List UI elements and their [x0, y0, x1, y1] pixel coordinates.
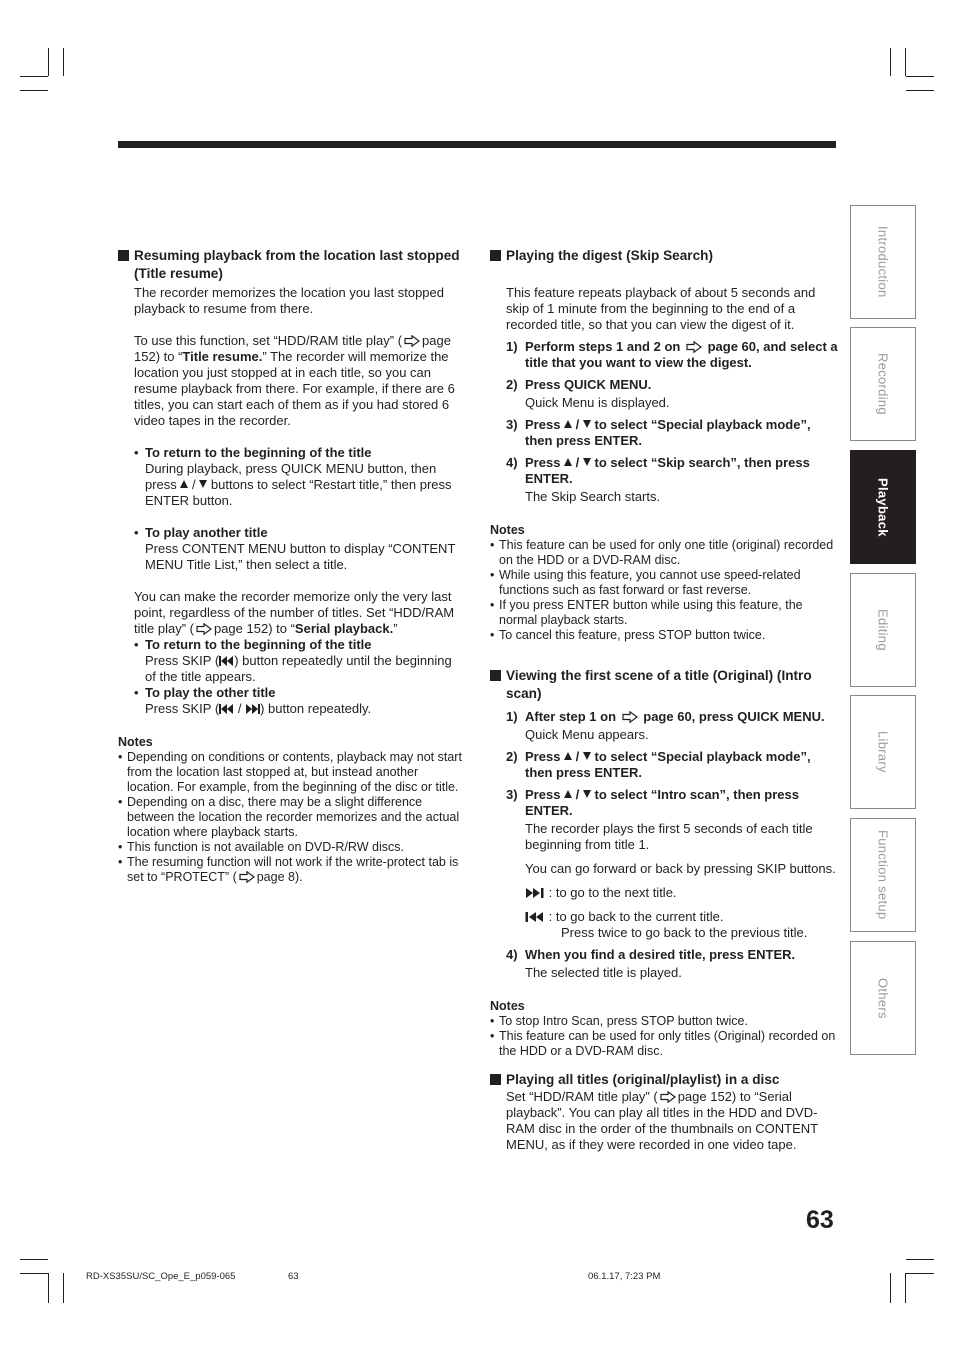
section-heading-title-resume: Resuming playback from the location last stopped (Title resume): [118, 247, 464, 283]
notes-title: Notes: [490, 999, 525, 1013]
up-arrow-icon: [564, 420, 572, 428]
skip-forward-icon: [245, 704, 260, 714]
list-item: • To return to the beginning of the title Press SKIP ( ) button repeatedly until the beginning of the title appears.: [134, 637, 452, 684]
crop-mark: [48, 48, 49, 76]
paragraph: Set “HDD/RAM title play” ( page 152) to “Serial playback”. You can play all titles in the HDD and DVD-RAM disc in the order of the thumbnails on CONTENT MENU, as if they were recorded in one video tape.: [506, 1089, 818, 1152]
header-rule: [118, 141, 836, 148]
square-bullet-icon: [490, 670, 501, 681]
left-column: [118, 247, 464, 885]
paragraph: The recorder memorizes the location you last stopped playback to resume from there.: [134, 285, 444, 316]
note-item: • This feature can be used for only titles (Original) recorded on the HDD or a DVD-RAM disc.: [490, 1029, 836, 1058]
down-arrow-icon: [199, 480, 207, 488]
list-item: • To return to the beginning of the title During playback, press QUICK MENU button, then press / buttons to select “Restart title,” then press ENTER button.: [134, 445, 452, 508]
paragraph: This feature repeats playback of about 5 seconds and skip of 1 minute from the beginning to the end of a recorded title, so that you can view the digest of it.: [506, 285, 816, 332]
tab-library[interactable]: Library: [850, 695, 916, 809]
paragraph: You can make the recorder memorize only the very last point, regardless of the number of titles. Set “HDD/RAM title play” ( page 152) to “Serial playback.”: [134, 589, 455, 636]
skip-back-icon: [525, 912, 545, 922]
step-item: 2) Press / to select “Special playback mode”, then press ENTER.: [506, 749, 811, 780]
note-item: • If you press ENTER button while using this feature, the normal playback starts.: [490, 598, 803, 627]
notes-title: Notes: [490, 523, 525, 537]
note-item: • This feature can be used for only one title (original) recorded on the HDD or a DVD-RAM disc.: [490, 538, 834, 567]
skip-back-icon: [219, 704, 234, 714]
tab-playback[interactable]: Playback: [850, 450, 916, 564]
down-arrow-icon: [583, 790, 591, 798]
crop-mark: [906, 90, 934, 91]
step-item: 1) Perform steps 1 and 2 on page 60, and select a title that you want to view the digest.: [506, 339, 838, 370]
crop-mark: [906, 1273, 934, 1274]
crop-mark: [906, 1259, 934, 1260]
tab-recording[interactable]: Recording: [850, 327, 916, 441]
note-item: • Depending on conditions or contents, playback may not start from the location last stopped at, but instead another location. For example, from the beginning of the disc or title.: [118, 750, 462, 794]
crop-mark: [905, 48, 906, 76]
up-arrow-icon: [564, 458, 572, 466]
crop-mark: [20, 76, 48, 77]
down-arrow-icon: [583, 752, 591, 760]
crop-mark: [20, 1273, 48, 1274]
step-item: 4) Press / to select “Skip search”, then press ENTER. The Skip Search starts.: [506, 455, 810, 504]
tab-editing[interactable]: Editing: [850, 573, 916, 687]
square-bullet-icon: [490, 250, 501, 261]
note-item: • While using this feature, you cannot use speed-related functions such as fast forward or fast reverse.: [490, 568, 801, 597]
page-reference-icon: [239, 871, 255, 883]
section-heading-all-titles: Playing all titles (original/playlist) in a disc: [490, 1071, 840, 1089]
section-heading-skip-search: Playing the digest (Skip Search): [490, 247, 840, 265]
up-arrow-icon: [564, 752, 572, 760]
page-reference-icon: [196, 623, 212, 635]
paragraph: To use this function, set “HDD/RAM title play” ( page 152) to “Title resume.” The recorder will memorize the location you just stopped at in each title, so you can resume playback from there. For example, if there are 6 titles, you can start each of them as if you had stored 6 video tapes in the recorder.: [134, 333, 455, 428]
tab-others[interactable]: Others: [850, 941, 916, 1055]
step-item: 1) After step 1 on page 60, press QUICK MENU. Quick Menu appears.: [506, 709, 825, 742]
down-arrow-icon: [583, 458, 591, 466]
page-reference-icon: [686, 341, 702, 353]
step-item: 3) Press / to select “Intro scan”, then press ENTER. The recorder plays the first 5 seconds of each title beginning from title 1. You can go forward or back by pressing SKIP buttons. : to go to the next title. : to go back to the current title. Press twice to go back to the previous title.: [506, 787, 836, 940]
page-reference-icon: [660, 1091, 676, 1103]
up-arrow-icon: [180, 480, 188, 488]
step-item: 4) When you find a desired title, press ENTER. The selected title is played.: [506, 947, 796, 980]
skip-forward-icon: [525, 888, 545, 898]
tab-function-setup[interactable]: Function setup: [850, 818, 916, 932]
footer-page: 63: [288, 1271, 299, 1282]
footer-file: RD-XS35SU/SC_Ope_E_p059-065: [86, 1271, 236, 1282]
list-item: • To play another title Press CONTENT MENU button to display “CONTENT MENU Title List,” then select a title.: [134, 525, 456, 572]
crop-mark: [48, 1273, 49, 1303]
right-column: [490, 247, 840, 1153]
square-bullet-icon: [490, 1074, 501, 1085]
tab-introduction[interactable]: Introduction: [850, 205, 916, 319]
crop-mark: [20, 90, 48, 91]
note-item: • The resuming function will not work if the write-protect tab is set to “PROTECT” ( page 8).: [118, 855, 459, 884]
page-reference-icon: [622, 711, 638, 723]
up-arrow-icon: [564, 790, 572, 798]
down-arrow-icon: [583, 420, 591, 428]
crop-mark: [906, 76, 934, 77]
page-number: 63: [806, 1206, 834, 1234]
note-item: • Depending on a disc, there may be a slight difference between the location the recorder memorizes and the actual location where playback starts.: [118, 795, 460, 839]
crop-mark: [63, 48, 64, 76]
step-item: 3) Press / to select “Special playback mode”, then press ENTER.: [506, 417, 811, 448]
square-bullet-icon: [118, 250, 129, 261]
note-item: • To cancel this feature, press STOP button twice.: [490, 628, 766, 642]
skip-back-icon: [219, 656, 234, 666]
note-item: • To stop Intro Scan, press STOP button twice.: [490, 1014, 748, 1028]
crop-mark: [890, 48, 891, 76]
footer-date: 06.1.17, 7:23 PM: [588, 1271, 661, 1282]
note-item: • This function is not available on DVD-R/RW discs.: [118, 840, 404, 854]
crop-mark: [63, 1273, 64, 1303]
section-heading-intro-scan: Viewing the first scene of a title (Original) (Intro scan): [490, 667, 840, 703]
crop-mark: [890, 1273, 891, 1303]
notes-title: Notes: [118, 735, 153, 749]
list-item: • To play the other title Press SKIP ( / ) button repeatedly.: [134, 685, 372, 716]
page-reference-icon: [404, 335, 420, 347]
crop-mark: [905, 1273, 906, 1303]
step-item: 2) Press QUICK MENU. Quick Menu is displayed.: [506, 377, 670, 410]
crop-mark: [20, 1259, 48, 1260]
